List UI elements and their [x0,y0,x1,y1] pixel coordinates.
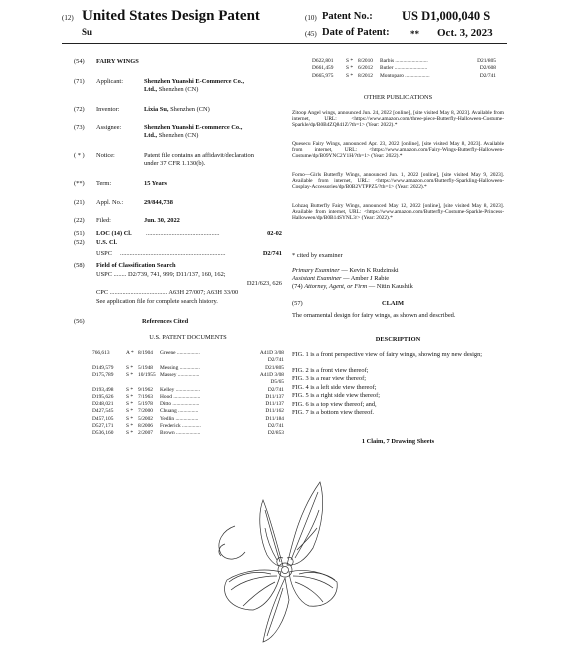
reference-row [92,365,284,372]
uspc-label: USPC [96,250,112,257]
assistant-examiner-name: — Amber J Rabie [343,275,390,282]
header-rule [62,43,507,44]
reference-nm: Messing ............... [160,364,200,371]
code-56: (56) [74,318,85,325]
reference-nm: Massey ................ [160,371,200,378]
reference-st: S * [126,415,134,422]
applicant-city: Shenzhen (CN) [158,86,199,93]
reference-cl: D11/184 [265,415,284,422]
reference-row [92,372,284,379]
reference-st: S * [126,430,134,437]
reference-st: S * [346,72,354,79]
inventor-surname: Su [82,27,93,37]
appl-number: 29/844,738 [144,199,173,206]
reference-cl: A41D 3/08 [259,350,284,356]
reference-st: S * [126,393,134,400]
uscl-label: U.S. Cl. [96,239,117,246]
publication-4: Lohzaq Butterfly Fairy Wings, announced May 12, 2022 [online], [site visited May 8, 2023]. Available from internet, URL: <https://www.amazon.com/Butterfly-Costume-Sparkle-Princess-Halloween/dp/B0B14SYNL3/> (Year: 2022).* [292,203,504,222]
claim-label: CLAIM [382,300,405,307]
reference-dt: 10/1955 [138,371,156,378]
assignee-name-2: Ltd., [144,132,158,139]
field-search-label: Field of Classification Search [96,262,176,269]
loc-dots: .............................................. [146,230,220,237]
code-10: (10) [305,14,317,22]
reference-st: S * [126,401,134,408]
cited-by-examiner: * cited by examiner [292,252,343,259]
loc-label: LOC (14) Cl. [96,230,132,237]
strap [219,526,245,559]
applicant-name-2: Ltd., [144,86,158,93]
reference-nm: Barbis ........................ [380,58,428,64]
reference-pn: D665,975 [312,72,334,79]
reference-row [92,416,284,423]
publication-3: Forno—Girls Butterfly Wings, announced Jun. 1, 2022 [online], [site visited May 9, 2023]. Available from internet, URL: <https://www.amazon.com/Butterfly-Sparkling-Halloween-Cosplay-Accessories/dp/B0B2VTPPZ5/?th=1> (Year: 2022).* [292,172,504,191]
code-12: (12) [62,14,74,22]
code-45: (45) [305,30,317,38]
code-51: (51) [74,230,85,237]
reference-dt: 8/1904 [138,350,153,356]
reference-row [92,430,284,437]
description-line: FIG. 7 is a bottom view thereof. [292,409,374,416]
reference-pn: D149,579 [92,364,114,371]
reference-st: S * [126,408,134,415]
description-line: FIG. 1 is a front perspective view of fairy wings, showing my new design; [292,351,483,358]
reference-row [312,58,496,65]
inventor-name: Lixia Su, [144,106,169,113]
description-line: FIG. 5 is a right side view thereof; [292,392,381,400]
reference-pn: D622,801 [312,58,334,64]
reference-pn: D536,160 [92,430,114,437]
reference-st: S * [126,371,134,378]
reference-st: S * [346,65,354,72]
primary-examiner-label: Primary Examiner [292,267,340,274]
code-term: (**) [74,180,85,187]
reference-row [92,408,284,415]
date-marks: ** [410,29,419,39]
code-22: (22) [74,217,85,224]
claim-text: The ornamental design for fairy wings, as shown and described. [292,312,456,319]
filed-date: Jun. 30, 2022 [144,217,180,224]
patent-date: Oct. 3, 2023 [437,27,493,39]
reference-row [92,423,284,430]
reference-cl: D5/65 [270,379,284,386]
description-line: FIG. 6 is a top view thereof; and, [292,400,377,408]
reference-row [92,357,284,364]
reference-pn: D195,626 [92,393,114,400]
reference-nm: Hood .................... [160,393,201,400]
reference-nm: Butler ........................ [380,65,428,72]
reference-st: S * [126,386,134,393]
reference-cl: D2/741 [267,357,284,364]
reference-st: A * [126,350,134,356]
field-search-uspc-2: D21/623, 626 [246,280,282,287]
reference-st: S * [126,364,134,371]
reference-cl: D21/805 [265,364,284,371]
reference-dt: 2/2007 [138,430,153,437]
document-title: United States Design Patent [82,8,260,24]
reference-cl: D2/741 [267,386,284,393]
publication-1: Zitoop Angel wings, announced Jun. 24, 2022 [online], [site visited May 8, 2023]. Available from internet, URL: <https://www.amazon.com/three-piece-Butterfly-Halloween-Costume-Sparkle/dp/B0B4ZQ841Z/?th=1> (Year: 2022).* [292,110,504,129]
patent-number: US D1,000,040 S [402,9,491,23]
fairy-wings-drawing [205,470,355,650]
reference-cl: D2/853 [267,430,284,437]
other-pubs-heading: OTHER PUBLICATIONS [363,94,433,101]
reference-cl: D2/741 [267,423,284,429]
reference-dt: 8/2006 [138,423,153,429]
reference-dt: 5/1948 [138,364,153,371]
code-52: (52) [74,239,85,246]
reference-pn: D193,498 [92,386,114,393]
reference-nm: Frederick .............. [160,423,201,429]
reference-nm: Brown .................. [160,430,201,437]
reference-row [92,401,284,408]
code-58: (58) [74,262,85,269]
reference-st: S * [346,58,354,64]
notice-text-1: Patent file contains an affidavit/declaration [144,152,254,159]
uspc-class: D2/741 [262,250,282,257]
code-71: (71) [74,78,85,85]
inventor-city: Shenzhen (CN) [170,106,210,113]
reference-cl: D2/741 [479,72,496,79]
description-line: FIG. 4 is a left side view thereof; [292,383,377,391]
reference-row [92,394,284,401]
description-line: FIG. 2 is a front view thereof; [292,367,369,374]
assignee-name: Shenzhen Yuanshi E-commerce Co., [144,124,243,131]
code-57: (57) [292,300,303,307]
field-search-note: See application file for complete search history. [96,298,218,305]
date-label: Date of Patent: [322,27,390,38]
reference-dt: 6/2012 [358,65,373,72]
code-74: (74) [292,283,303,290]
reference-cl: D11/137 [265,401,284,408]
patent-no-label: Patent No.: [322,11,373,22]
reference-pn: D175,789 [92,371,114,378]
description-heading: DESCRIPTION [375,336,421,343]
reference-dt: 5/2002 [138,415,153,422]
assistant-examiner [292,275,504,283]
appl-label: Appl. No.: [96,199,124,206]
inventor-label: Inventor: [96,106,120,113]
reference-pn: D457,105 [92,415,114,422]
reference-pn: D248,021 [92,401,114,408]
field-search-uspc: USPC ........ D2/739, 741, 999; D11/137, 160, 162; [96,271,226,278]
reference-pn: 766,613 [92,350,110,356]
reference-row [312,65,496,72]
filed-label: Filed: [96,217,111,224]
reference-nm: Montoparo .................. [380,72,430,79]
reference-cl: D2/608 [479,65,496,72]
design-title: FAIRY WINGS [96,58,139,65]
reference-cl: A41D 3/08 [259,371,284,378]
reference-dt: 8/2010 [358,58,373,64]
reference-row [312,73,496,80]
reference-cl: D11/162 [265,408,284,415]
assistant-examiner-label: Assistant Examiner [292,275,342,282]
field-search-cpc: CPC .................................... A63H 27/007; A63H 33/00 [96,289,239,296]
reference-cl: D11/137 [265,393,284,400]
reference-dt: 7/1963 [138,393,153,400]
loc-class: 02-02 [267,230,282,237]
reference-row [92,350,284,357]
claims-summary: 1 Claim, 7 Drawing Sheets [361,438,435,445]
code-notice: ( * ) [74,152,85,159]
publication-2: Quesecu Fairy Wings, announced Apr. 23, 2022 [online], [site visited May 8, 2023]. Available from internet, URL: <https://www.amazon.com/Fairy-Wings-Butterfly-Halloween-Costume/dp/B09YNC2Y1H/?th=1> (Year: 2022).* [292,141,504,160]
reference-nm: Greene ................. [160,350,200,356]
code-73: (73) [74,124,85,131]
applicant-label: Applicant: [96,78,123,85]
reference-nm: Chuang ............... [160,408,199,415]
refs-cited-label: References Cited [142,318,189,325]
reference-dt: 8/2012 [358,72,373,79]
attorney-label: Attorney, Agent, or Firm [304,283,368,290]
reference-pn: D661,459 [312,65,334,72]
reference-nm: Kelley .................. [160,386,200,393]
assignee-city: Shenzhen (CN) [158,132,199,139]
reference-nm: Ditto .................... [160,401,200,408]
reference-row [92,387,284,394]
reference-dt: 9/1962 [138,386,153,393]
primary-examiner-name: — Kevin K Rudzinski [341,267,399,274]
reference-st: S * [126,423,134,429]
attorney-name: — Nitin Kaushik [368,283,413,290]
reference-pn: D527,171 [92,423,114,429]
code-54: (54) [74,58,85,65]
assignee-label: Assignee: [96,124,122,131]
claim-heading [292,300,504,308]
reference-dt: 5/1978 [138,401,153,408]
term-value: 15 Years [144,180,168,187]
reference-pn: D427,545 [92,408,114,415]
reference-dt: 7/2000 [138,408,153,415]
reference-nm: Yedlin ................. [160,415,199,422]
term-label: Term: [96,180,112,187]
code-21: (21) [74,199,85,206]
attorney-field [292,283,504,291]
uspc-dots: .................................................................. [120,250,226,257]
notice-label: Notice: [96,152,115,159]
primary-examiner [292,267,504,275]
code-72: (72) [74,106,85,113]
reference-row [92,379,284,386]
description-line: FIG. 3 is a rear view thereof; [292,375,366,383]
applicant-name: Shenzhen Yuanshi E-Commerce Co., [144,78,245,85]
notice-text-2: under 37 CFR 1.130(b). [144,160,206,167]
reference-cl: D21/805 [477,58,496,64]
us-patent-docs-heading: U.S. PATENT DOCUMENTS [149,334,227,341]
